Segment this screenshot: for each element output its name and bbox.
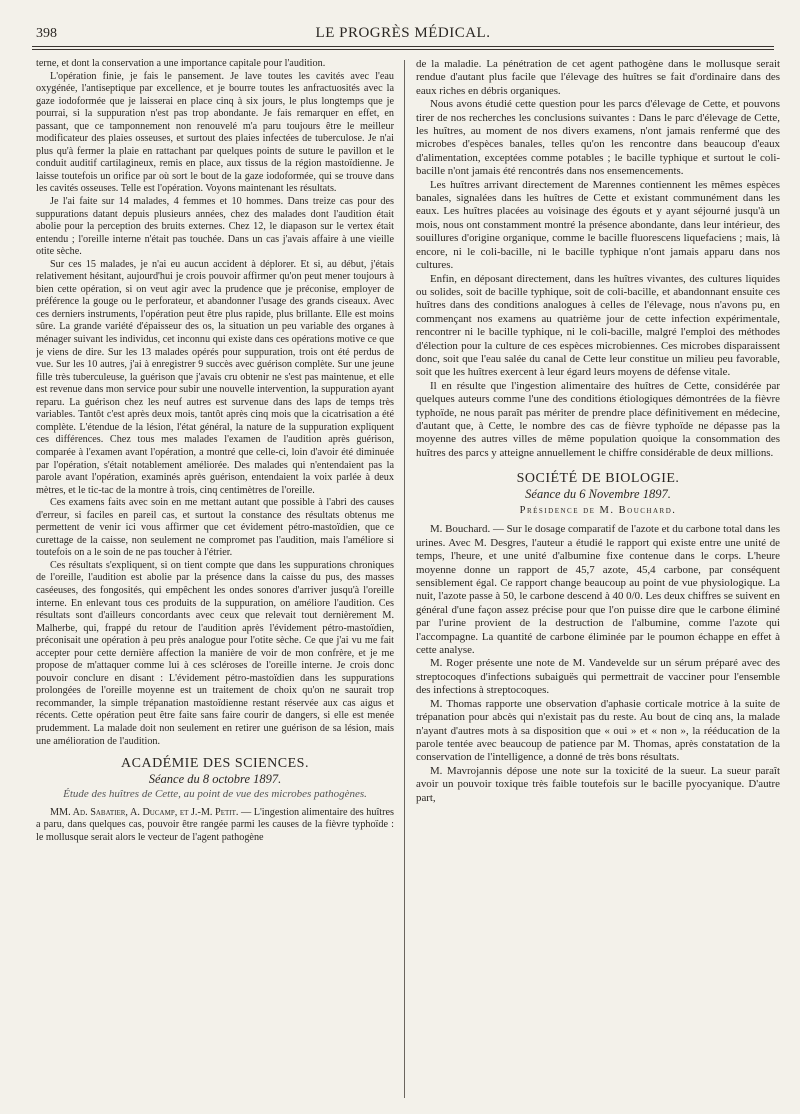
paragraph: Ces examens faits avec soin en me mettant autant que possible à l'abri des causes d'erreur, si faciles en pareil cas, et surtout la constance des résultats obtenus me permettent de venir ici vous affirmer que cet évidement pétro-mastoïdien, que ce curettage de la caisse, non seulement ne compromet pas l'audition, mais l'améliore si toutefois on a le soin de ne pas toucher à l'étrier.	[36, 497, 394, 559]
paragraph: Sur ces 15 malades, je n'ai eu aucun accident à déplorer. Et si, au début, j'étais relativement hésitant, aujourd'hui je crois pouvoir affirmer qu'on peut mener toujours à bien cette opération, si on veut agir avec la prudence que je préconise, employer de préférence la gouge ou le perforateur, et abandonner l'usage des grands ciseaux. Avec ces derniers instruments, l'opération peut être plus rapide, plus brillante. Elle est moins sûre. La grande variété d'épaisseur des os, la situation un peu variable des organes à ménager suivant les individus, cet inconnu qui existe dans ces opérations motive ce que je viens de dire. Sur les 13 malades opérés pour suppuration, trois ont été perdus de vue. Sur les 10 autres, j'ai à enregistrer 9 succès avec guérison complète. Sur une jeune fille très tuberculeuse, la guérison que j'avais cru obtenir ne s'est pas maintenue, et elle est revenue dans mon service pour subir une nouvelle intervention, la suppuration ayant reparu. La guérison chez les neuf autres est survenue dans des laps de temps très variables. Tantôt c'est après deux mois, tantôt après cinq mois que la cicatrisation a été complète. L'étendue de la lésion, l'état général, la nature de la suppuration expliquent ces différences. Chez tous mes malades l'examen de l'audition après guérison, comparée à l'examen avant l'opération, a montré que celle-ci, loin d'avoir été diminuée par l'opération, s'était notablement améliorée. Des malades qui n'entendaient pas la parole avant l'opération, examinés après guérison, entendaient la voix parlée à deux mètres, et le tic-tac de la montre à trois, cinq centimètres de l'oreille.	[36, 258, 394, 496]
paragraph: terne, et dont la conservation a une importance capitale pour l'audition.	[36, 58, 326, 69]
paragraph: Ces résultats s'expliquent, si on tient compte que dans les suppurations chroniques de l'oreille, l'audition est abolie par la présence dans la caisse du pus, des masses caséeuses, des fongosités, qui empêchent les ondes sonores d'arriver jusqu'à l'oreille interne. En enlevant tous ces produits de la suppuration, on améliore l'audition. Ces résultats sont d'ailleurs concordants avec ceux que relevait tout dernièrement M. Malherbe, qui, frappé du retour de l'audition après l'évidement pétro-mastoïdien, préconisait une opération à peu près analogue pour l'otite sèche. Ce que j'ai vu me fait accepter pour cette dernière affection la manière de voir de mon confrère, et je me propose de m'attaquer comme lui à ces scléroses de l'oreille interne. Je crois donc pouvoir conclure en disant : L'évidement pétro-mastoïdien dans les suppurations prolongées de l'oreille moyenne est un traitement de choix qu'on ne saurait trop recommander, la simple trépanation mastoïdienne restant réservée aux cas aigus et récents. Cette opération peut être faite sans faire courir de dangers, si elle est menée prudemment. La malade doit non seulement en retirer une guérison de sa lésion, mais une amélioration de l'audition.	[36, 559, 394, 747]
page-number: 398	[36, 26, 57, 41]
academy-text: — L'ingestion alimentaire des huîtres a paru, dans quelques cas, pouvoir être rangée parmi les causes de la fièvre typhoïde : le mollusque serait alors le vecteur de l'agent pathogène	[36, 806, 394, 843]
academy-paragraph	[36, 807, 394, 845]
paragraph: Enfin, en déposant directement, dans les huîtres vivantes, des cultures liquides ou solides, soit de bacille typhique, soit de coli-bacille, et abandonnant ensuite ces huîtres dans des conditions analogues à celles de l'élevage, nous n'avons pu, en commençant nos examens au quatrième jour de cette infection expérimentale, rencontrer ni le bacille typhique, ni le coli-bacille, malgré l'emploi des méthodes d'élection pour la culture de ces espèces microbiennes. Ces microbes disparaissent donc, soit que l'eau salée du canal de Cette leur constitue un milieu peu favorable, soit que les huîtres exercent à leur égard leurs moyens de défense vitale.	[416, 272, 780, 379]
left-column	[36, 58, 394, 1100]
academy-session: Séance du 8 octobre 1897.	[148, 771, 282, 786]
right-column	[416, 58, 780, 1100]
society-session: Séance du 6 Novembre 1897.	[525, 486, 671, 501]
society-paragraph: M. Roger présente une note de M. Vandevelde sur un sérum préparé avec des streptocoques d'infections subaiguës qui permettrait de vacciner pour l'ensemble des infections à streptocoques.	[416, 657, 780, 697]
society-paragraph: M. Thomas rapporte une observation d'aphasie corticale motrice à la suite de trépanation pour abcès qui n'existait pas du reste. Au bout de cinq ans, la malade n'ayant d'autres mots à sa disposition que « oui » et « non », la rééducation de la parole tentée avec beaucoup de patience par M. Thomas, après constatation de la conservation de l'intelligence, a donné de très bons résultats.	[416, 697, 780, 764]
paragraph: de la maladie. La pénétration de cet agent pathogène dans le mollusque serait rendue d'autant plus facile que l'élevage des huîtres se fait d'ordinaire dans des eaux riches en débris organiques.	[416, 58, 780, 97]
page-header	[32, 24, 774, 47]
journal-title: LE PROGRÈS MÉDICAL.	[315, 25, 491, 41]
paragraph: Nous avons étudié cette question pour les parcs d'élevage de Cette, et pouvons tirer de nos recherches les conclusions suivantes : Dans le parc d'élevage de Cette, les huîtres, au moment de nos divers examens, n'ont jamais renfermé que des microbes d'espèces banales, telles qu'on les rencontre dans beaucoup d'eaux d'alimentation, exceptées comme potables ; le bacille typhique et surtout le coli-bacille n'ont jamais été rencontrés dans nos ensemencements.	[416, 98, 780, 178]
academy-title: ACADÉMIE DES SCIENCES.	[121, 756, 309, 772]
society-title: SOCIÉTÉ DE BIOLOGIE.	[516, 471, 680, 487]
paragraph: L'opération finie, je fais le pansement. Je lave toutes les cavités avec l'eau oxygénée, l'antiseptique par excellence, et je bourre toutes les anfractuosités avec la gaze iodoformée que je laisserai en place cinq à six jours, le plus longtemps que je pourrai, si la suppuration n'est pas trop abondante. Je fais remarquer en effet, en passant, que ce tamponnement non renouvelé m'a paru toujours être le meilleur modificateur des plaies osseuses, et surtout des plaies infectées de tuberculose. Je n'ai plus qu'à fermer la plaie en rattachant par quelques points de suture le pavillon et le conduit auditif cartilagineux, remis en place, aux tissus de la région mastoïdienne. Je laisse toutefois un orifice par où sort le bout de la gaze iodoformée, qui se trouve dans les cavités osseuses. Telle est l'opération. Voyons maintenant les résultats.	[36, 70, 394, 195]
study-title: Étude des huîtres de Cette, au point de vue des microbes pathogènes.	[63, 788, 367, 801]
paragraph: Les huîtres arrivant directement de Marennes contiennent les mêmes espèces banales, signalées dans les huîtres de Cette et existant communément dans les eaux. Les huîtres placées au voisinage des égouts et y ayant séjourné jusqu'à un mois, nous ont constamment montré la présence abondante, dans leur intérieur, des souillures d'origine organique, comme le bacille fluorescens liquefaciens ; mais, là encore, ni le coli-bacille, ni le bacille typhique n'ont jamais apparu dans nos cultures.	[416, 178, 780, 272]
paragraph: Je l'ai faite sur 14 malades, 4 femmes et 10 hommes. Dans treize cas pour des suppurations datant depuis plusieurs années, chez des malades dont l'audition était abolie pour la perception des bruits externes. Chez 12, le diapason sur le vertex était entendu ; l'oreille interne n'était pas touchée. Dans un cas j'avais affaire à une vieille otite sèche.	[36, 196, 394, 258]
society-paragraph: M. Bouchard. — Sur le dosage comparatif de l'azote et du carbone total dans les urines. Avec M. Desgres, l'auteur a étudié le rapport qui existe entre une unité de temps, l'heure, et une unité d'albumine fixe contenue dans le corps. L'heure moyenne donne un rapport de 45,7 azote, 45,4 carbone, par conséquent sensiblement égal. Ce rapport change beaucoup au point de vue physiologique. La nuit, l'azote passe à 50, le carbone descend à 40 0/0. Les deux chiffres se suivent en général d'une façon assez précise pour que l'on puisse dire que le carbone éliminé par l'urine provient de la destruction de l'albumine, comme l'azote qui l'accompagne. La quantité de carbone éliminée par le poumon échappe en effet à cette analyse.	[416, 523, 780, 657]
paragraph: Il en résulte que l'ingestion alimentaire des huîtres de Cette, considérée par quelques auteurs comme l'une des conditions étiologiques démontrées de la fièvre typhoïde, ne nous paraît pas mériter de prendre place définitivement en médecine, d'autant que, à Cette, le nombre des cas de fièvre typhoïde ne dépasse pas la moyenne des autres villes de même population quoique la consommation des huîtres des parcs y atteigne annuellement le chiffre considérable de deux millions.	[416, 379, 780, 459]
presidency: Présidence de M. Bouchard.	[519, 505, 677, 516]
header-rule	[32, 49, 774, 50]
authors: MM. Ad. Sabatier, A. Ducamp, et J.-M. Petit.	[50, 806, 239, 818]
society-paragraph: M. Mavrojannis dépose une note sur la toxicité de la sueur. La sueur paraît avoir un pouvoir toxique très faible toutefois sur le bacille pyocyanique. D'autre part,	[416, 764, 780, 804]
column-divider	[404, 60, 405, 1098]
